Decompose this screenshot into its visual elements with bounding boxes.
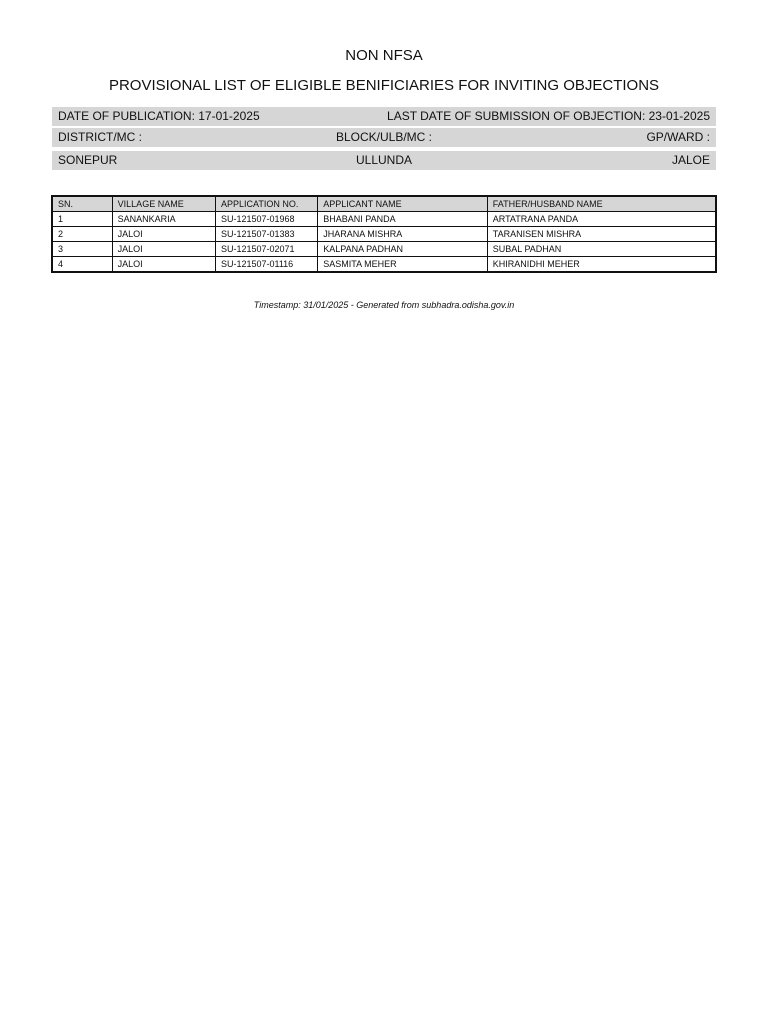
cell-father-husband-name: SUBAL PADHAN [487, 242, 716, 257]
cell-father-husband-name: KHIRANIDHI MEHER [487, 257, 716, 273]
date-of-publication: DATE OF PUBLICATION: 17-01-2025 [58, 109, 260, 123]
location-labels-bar [52, 128, 716, 147]
block-label: BLOCK/ULB/MC : [335, 130, 433, 144]
cell-sn: 3 [52, 242, 112, 257]
page-subtitle: PROVISIONAL LIST OF ELIGIBLE BENIFICIARIES FOR INVITING OBJECTIONS [108, 77, 660, 94]
cell-applicant-name: SASMITA MEHER [318, 257, 488, 273]
gp-label: GP/WARD : [646, 130, 710, 144]
block-value: ULLUNDA [355, 153, 412, 167]
district-value: SONEPUR [58, 153, 118, 167]
table-row [52, 227, 716, 242]
table-row [52, 257, 716, 273]
beneficiary-table [51, 195, 717, 273]
table-row [52, 212, 716, 227]
column-header-father-husband-name: FATHER/HUSBAND NAME [487, 196, 716, 212]
cell-applicant-name: BHABANI PANDA [318, 212, 488, 227]
cell-applicant-name: JHARANA MISHRA [318, 227, 488, 242]
cell-application-no: SU-121507-01116 [215, 257, 317, 273]
district-label: DISTRICT/MC : [58, 130, 142, 144]
cell-village-name: JALOI [112, 242, 215, 257]
column-header-application-no: APPLICATION NO. [215, 196, 317, 212]
cell-application-no: SU-121507-01383 [215, 227, 317, 242]
cell-village-name: JALOI [112, 257, 215, 273]
cell-village-name: JALOI [112, 227, 215, 242]
gp-value: JALOE [671, 153, 710, 167]
table-header-row [52, 196, 716, 212]
column-header-applicant-name: APPLICANT NAME [318, 196, 488, 212]
cell-sn: 2 [52, 227, 112, 242]
page-title: NON NFSA [345, 47, 423, 64]
cell-sn: 4 [52, 257, 112, 273]
cell-applicant-name: KALPANA PADHAN [318, 242, 488, 257]
cell-application-no: SU-121507-01968 [215, 212, 317, 227]
cell-father-husband-name: TARANISEN MISHRA [487, 227, 716, 242]
timestamp-footer: Timestamp: 31/01/2025 - Generated from subhadra.odisha.gov.in [253, 300, 515, 310]
last-date-objection: LAST DATE OF SUBMISSION OF OBJECTION: 23-01-2025 [387, 109, 710, 123]
location-values-bar [52, 151, 716, 170]
cell-father-husband-name: ARTATRANA PANDA [487, 212, 716, 227]
table-row [52, 242, 716, 257]
column-header-village-name: VILLAGE NAME [112, 196, 215, 212]
cell-village-name: SANANKARIA [112, 212, 215, 227]
cell-sn: 1 [52, 212, 112, 227]
cell-application-no: SU-121507-02071 [215, 242, 317, 257]
column-header-sn: SN. [52, 196, 112, 212]
publication-info-bar [52, 107, 716, 126]
